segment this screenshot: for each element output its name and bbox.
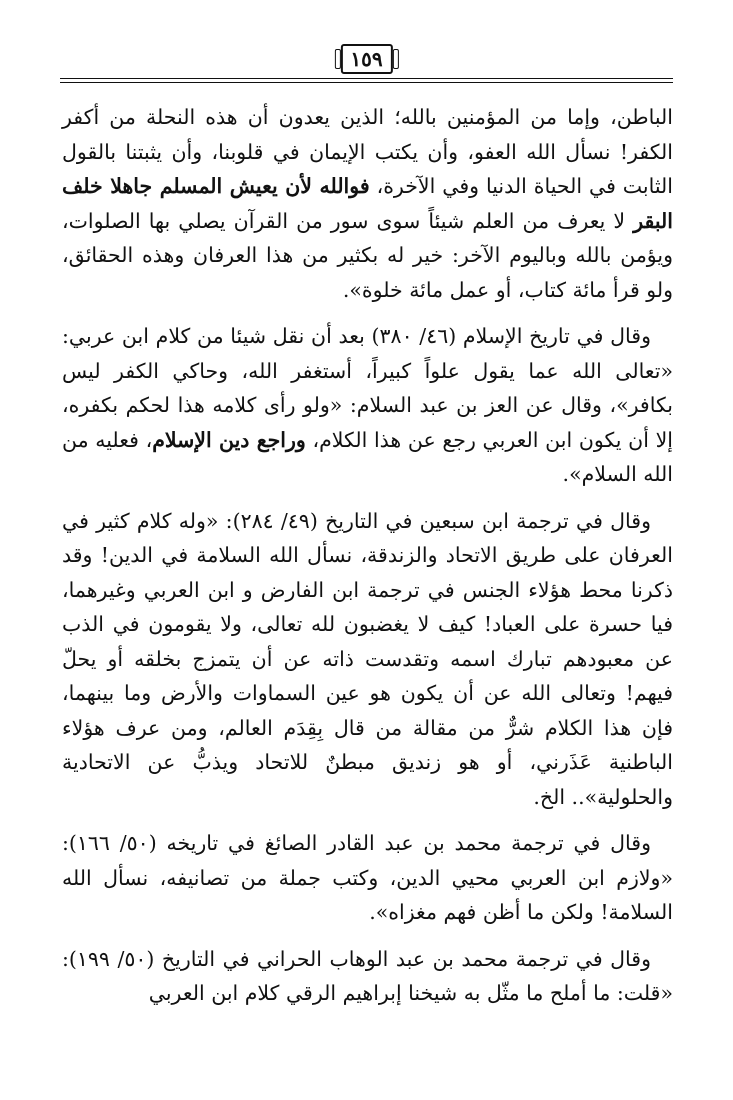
page-header: [60, 40, 673, 96]
page-number: ١٥٩: [340, 44, 392, 74]
paragraph-5: [62, 942, 673, 1011]
paragraph-1: [62, 100, 673, 307]
paragraph-text: وقال في تاريخ الإسلام (٤٦/ ٣٨٠) بعد أن نقل شيئا من كلام ابن عربي: «تعالى الله عما يقول علواً كبيراً، أستغفر الله، وحاكي الكفر ليس بكافر»، وقال عن العز بن عبد السلام: «ولو رأى كلامه هذا لحكم بكفره، إلا أن يكون ابن العربي رجع عن هذا الكلام،: [62, 324, 673, 452]
emphasis-text: وراجع دين الإسلام: [152, 427, 306, 452]
paragraph-2: [62, 319, 673, 492]
paragraph-text: وقال في ترجمة ابن سبعين في التاريخ (٤٩/ ٢٨٤): «وله كلام كثير في العرفان على طريق الاتحاد والزندقة، نسأل الله السلامة في الدين! وقد ذكرنا محط هؤلاء الجنس في ترجمة ابن الفارض و ابن العربي وغيرهما، فيا حسرة على العباد! كيف لا يغضبون لله تعالى، ولا يقومون في الذب عن معبودهم تبارك اسمه وتقدست ذاته عن أن يتمزج بخلقه أو يحلّ فيهم! وتعالى الله عن أن يكون هو عين السماوات والأرض وما بينهما، فإن هذا الكلام شرٌّ من مقالة من قال بِقِدَم العالم، ومن عرف هؤلاء الباطنية عَذَرني، أو هو زنديق مبطنٌ للاتحاد ويذبُّ عن الاتحادية والحلولية».. الخ.: [62, 508, 673, 809]
paragraph-text: ، فعليه من الله السلام».: [62, 427, 673, 486]
header-rule-bottom: [60, 82, 673, 83]
paragraph-text: وقال في ترجمة محمد بن عبد القادر الصائغ في تاريخه (٥٠/ ١٦٦): «ولازم ابن العربي محيي الدين، وكتب جملة من تصانيفه، نسأل الله السلامة! ولكن ما أظن فهم مغزاه».: [62, 831, 673, 924]
emphasis-text: فوالله لأن يعيش المسلم جاهلا خلف البقر: [62, 174, 673, 233]
paragraph-text: الباطن، وإما من المؤمنين بالله؛ الذين يعدون أن هذه النحلة من أكفر الكفر! نسأل الله العفو، وأن يكتب الإيمان في قلوبنا، وأن يثبتنا بالقول الثابت في الحياة الدنيا وفي الآخرة،: [62, 105, 673, 198]
paragraph-3: [62, 504, 673, 815]
header-rule-top: [60, 78, 673, 79]
paragraph-text: لا يعرف من العلم شيئاً سوى سور من القرآن يصلي بها الصلوات، ويؤمن بالله وباليوم الآخر: خير له بكثير من هذا العرفان وهذه الحقائق، ولو قرأ مائة كتاب، أو عمل مائة خلوة».: [62, 208, 673, 302]
paragraph-4: [62, 826, 673, 930]
page-body: [62, 100, 673, 1023]
paragraph-text: وقال في ترجمة محمد بن عبد الوهاب الحراني في التاريخ (٥٠/ ١٩٩): «قلت: ما أملح ما مثّل به شيخنا إبراهيم الرقي كلام ابن العربي: [62, 946, 673, 1005]
